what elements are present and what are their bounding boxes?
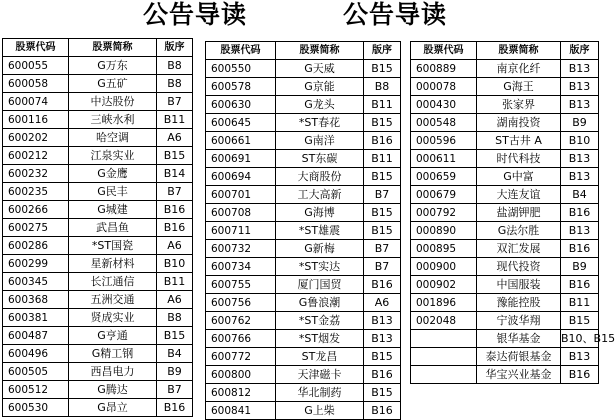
stock-code-cell: 600212 <box>3 147 69 165</box>
stock-name-cell: 时代科技 <box>477 150 561 168</box>
page-cell: B8 <box>157 309 193 327</box>
stock-code-cell <box>411 330 477 348</box>
table-row <box>411 276 599 294</box>
stock-name-cell: G民丰 <box>69 183 157 201</box>
page-cell: B15 <box>364 222 401 240</box>
stock-name-cell: 工大高新 <box>276 186 364 204</box>
table-row <box>206 186 401 204</box>
stock-name-cell: *ST实达 <box>276 258 364 276</box>
table-row <box>3 111 193 129</box>
page-cell: B13 <box>561 96 599 114</box>
stock-code-cell: 600530 <box>3 399 69 417</box>
stock-name-cell: ST东碳 <box>276 150 364 168</box>
stock-code-cell: 600055 <box>3 57 69 75</box>
stock-name-cell: ST龙昌 <box>276 348 364 366</box>
table-row <box>3 57 193 75</box>
stock-name-cell: 盐湖钾肥 <box>477 204 561 222</box>
stock-name-cell: 三峡水利 <box>69 111 157 129</box>
page-cell: B13 <box>364 330 401 348</box>
page-cell: B13 <box>561 168 599 186</box>
stock-code-cell: 600691 <box>206 150 276 168</box>
page-cell: B15 <box>364 168 401 186</box>
stock-code-cell <box>411 366 477 384</box>
stock-code-cell: 600889 <box>411 60 477 78</box>
stock-name-cell: G万东 <box>69 57 157 75</box>
header-stock-name: 股票简称 <box>477 42 561 60</box>
stock-name-cell: G金鹰 <box>69 165 157 183</box>
page-cell: B15 <box>364 348 401 366</box>
stock-code-cell: 000659 <box>411 168 477 186</box>
table-row <box>206 168 401 186</box>
table-row <box>411 348 599 366</box>
table-row <box>3 399 193 417</box>
stock-name-cell: 湖南投资 <box>477 114 561 132</box>
stock-name-cell: 现代投资 <box>477 258 561 276</box>
stock-name-cell: 西昌电力 <box>69 363 157 381</box>
stock-name-cell: 天津磁卡 <box>276 366 364 384</box>
page-cell: B16 <box>364 402 401 420</box>
table-row <box>206 222 401 240</box>
stock-table-3 <box>410 41 615 384</box>
stock-code-cell: 002048 <box>411 312 477 330</box>
stock-code-cell: 600232 <box>3 165 69 183</box>
table-row <box>3 219 193 237</box>
stock-name-cell: G海博 <box>276 204 364 222</box>
stock-name-cell: G京能 <box>276 78 364 96</box>
stock-code-cell: 600505 <box>3 363 69 381</box>
page-cell: B13 <box>561 150 599 168</box>
stock-name-cell: 大连友谊 <box>477 186 561 204</box>
stock-code-cell: 600711 <box>206 222 276 240</box>
stock-code-cell: 600116 <box>3 111 69 129</box>
page-title-left: 公告导读 <box>143 0 248 29</box>
stock-code-cell: 600766 <box>206 330 276 348</box>
stock-code-cell: 600286 <box>3 237 69 255</box>
stock-name-cell: 豫能控股 <box>477 294 561 312</box>
page-cell: B14 <box>157 165 193 183</box>
stock-code-cell: 600202 <box>3 129 69 147</box>
table-row <box>3 237 193 255</box>
header-stock-name: 股票简称 <box>69 39 157 57</box>
page-cell: A6 <box>157 291 193 309</box>
stock-name-cell: *ST春花 <box>276 114 364 132</box>
stock-name-cell: G海王 <box>477 78 561 96</box>
stock-code-cell: 000679 <box>411 186 477 204</box>
table-row <box>411 96 599 114</box>
page-cell: B7 <box>157 93 193 111</box>
stock-code-cell: 600074 <box>3 93 69 111</box>
header-stock-name: 股票简称 <box>276 42 364 60</box>
table-header-row <box>411 42 599 60</box>
table-row <box>411 168 599 186</box>
page-cell: B11 <box>157 111 193 129</box>
page-cell: B16 <box>561 204 599 222</box>
page-cell: B4 <box>157 345 193 363</box>
stock-name-cell: G五矿 <box>69 75 157 93</box>
page-cell: B11 <box>157 273 193 291</box>
stock-name-cell: G龙头 <box>276 96 364 114</box>
stock-code-cell: 000900 <box>411 258 477 276</box>
stock-code-cell: 600487 <box>3 327 69 345</box>
stock-code-cell: 000430 <box>411 96 477 114</box>
page-cell: B7 <box>157 183 193 201</box>
table-row <box>206 204 401 222</box>
stock-code-cell: 000596 <box>411 132 477 150</box>
stock-code-cell: 600772 <box>206 348 276 366</box>
stock-code-cell: 001896 <box>411 294 477 312</box>
table-row <box>206 348 401 366</box>
table-row <box>411 60 599 78</box>
stock-name-cell: G精工钢 <box>69 345 157 363</box>
stock-name-cell: G新梅 <box>276 240 364 258</box>
stock-name-cell: 大商股份 <box>276 168 364 186</box>
page-cell: B11 <box>364 150 401 168</box>
stock-name-cell: 南京化纤 <box>477 60 561 78</box>
table-row <box>3 183 193 201</box>
page-cell: B16 <box>561 240 599 258</box>
stock-name-cell: 哈空调 <box>69 129 157 147</box>
table-row <box>411 366 599 384</box>
table-row <box>3 147 193 165</box>
page-cell: B10 <box>561 132 599 150</box>
stock-code-cell: 600841 <box>206 402 276 420</box>
header-stock-code: 股票代码 <box>206 42 276 60</box>
stock-code-cell: 000890 <box>411 222 477 240</box>
stock-name-cell: 中国服装 <box>477 276 561 294</box>
stock-code-cell: 600266 <box>3 201 69 219</box>
page-cell: B16 <box>157 201 193 219</box>
stock-name-cell: 贤成实业 <box>69 309 157 327</box>
stock-code-cell: 000611 <box>411 150 477 168</box>
page-cell: B13 <box>364 312 401 330</box>
page-cell: B7 <box>364 240 401 258</box>
stock-name-cell: 华北制药 <box>276 384 364 402</box>
table-row <box>206 366 401 384</box>
page-title-right: 公告导读 <box>343 0 448 29</box>
stock-name-cell: G中富 <box>477 168 561 186</box>
table-row <box>206 402 401 420</box>
stock-name-cell: G南洋 <box>276 132 364 150</box>
stock-name-cell: 银华基金 <box>477 330 561 348</box>
stock-name-cell: *ST雄震 <box>276 222 364 240</box>
page-cell: B15 <box>157 147 193 165</box>
stock-code-cell: 600512 <box>3 381 69 399</box>
page-cell: B16 <box>364 132 401 150</box>
header-stock-code: 股票代码 <box>3 39 69 57</box>
table-row <box>3 291 193 309</box>
stock-code-cell: 600645 <box>206 114 276 132</box>
table-row <box>3 381 193 399</box>
stock-code-cell: 600496 <box>3 345 69 363</box>
stock-code-cell: 600550 <box>206 60 276 78</box>
page-cell: B13 <box>561 348 599 366</box>
stock-code-cell: 600381 <box>3 309 69 327</box>
table-row <box>3 255 193 273</box>
table-row <box>411 222 599 240</box>
stock-code-cell: 600800 <box>206 366 276 384</box>
table-row <box>206 150 401 168</box>
stock-name-cell: G腾达 <box>69 381 157 399</box>
stock-code-cell: 600235 <box>3 183 69 201</box>
page-cell: B11 <box>364 96 401 114</box>
table-row <box>411 186 599 204</box>
page-cell: B9 <box>561 258 599 276</box>
stock-table-1 <box>2 38 193 417</box>
stock-code-cell: 600734 <box>206 258 276 276</box>
table-header-row <box>3 39 193 57</box>
stock-code-cell: 000078 <box>411 78 477 96</box>
page-cell: B7 <box>157 381 193 399</box>
table-row <box>3 165 193 183</box>
stock-code-cell: 600578 <box>206 78 276 96</box>
page-cell: B8 <box>157 57 193 75</box>
stock-name-cell: 双汇发展 <box>477 240 561 258</box>
stock-name-cell: G亨通 <box>69 327 157 345</box>
table-row <box>206 132 401 150</box>
page-cell: B16 <box>157 399 193 417</box>
table-row <box>206 312 401 330</box>
stock-code-cell: 600755 <box>206 276 276 294</box>
stock-name-cell: ST古井 A <box>477 132 561 150</box>
table-row <box>206 294 401 312</box>
stock-code-cell: 600694 <box>206 168 276 186</box>
table-row <box>411 114 599 132</box>
stock-name-cell: 张家界 <box>477 96 561 114</box>
page-cell: B16 <box>561 276 599 294</box>
stock-code-cell: 600661 <box>206 132 276 150</box>
table-row <box>3 273 193 291</box>
stock-name-cell: *ST金荔 <box>276 312 364 330</box>
stock-name-cell: *ST国瓷 <box>69 237 157 255</box>
stock-code-cell: 600708 <box>206 204 276 222</box>
header-page: 版序 <box>157 39 193 57</box>
table-row <box>3 345 193 363</box>
page-cell: B13 <box>561 222 599 240</box>
page-cell: B15 <box>364 204 401 222</box>
table-row <box>206 276 401 294</box>
stock-code-cell: 000895 <box>411 240 477 258</box>
stock-code-cell: 000902 <box>411 276 477 294</box>
stock-name-cell: 星新材料 <box>69 255 157 273</box>
stock-code-cell: 600812 <box>206 384 276 402</box>
table-row <box>3 129 193 147</box>
table-header-row <box>206 42 401 60</box>
stock-name-cell: 中达股份 <box>69 93 157 111</box>
table-row <box>3 363 193 381</box>
stock-name-cell: 长江通信 <box>69 273 157 291</box>
stock-name-cell: G昂立 <box>69 399 157 417</box>
page-cell: B15 <box>364 384 401 402</box>
stock-code-cell: 600275 <box>3 219 69 237</box>
stock-name-cell: 武昌鱼 <box>69 219 157 237</box>
stock-name-cell: 泰达荷银基金 <box>477 348 561 366</box>
page-cell: B7 <box>364 186 401 204</box>
table-row <box>411 312 599 330</box>
table-row <box>411 204 599 222</box>
stock-name-cell: G天威 <box>276 60 364 78</box>
stock-name-cell: 江泉实业 <box>69 147 157 165</box>
table-row <box>411 132 599 150</box>
header-page: 版序 <box>561 42 599 60</box>
page-cell: B9 <box>561 114 599 132</box>
header-page: 版序 <box>364 42 401 60</box>
stock-name-cell: *ST烟发 <box>276 330 364 348</box>
stock-name-cell: G鲁浪潮 <box>276 294 364 312</box>
table-row <box>206 78 401 96</box>
page-cell: B13 <box>561 78 599 96</box>
page-cell: B8 <box>364 78 401 96</box>
page-cell: B16 <box>364 276 401 294</box>
table-row <box>3 93 193 111</box>
page-cell: B15 <box>157 327 193 345</box>
stock-code-cell: 600345 <box>3 273 69 291</box>
page-cell: B15 <box>364 114 401 132</box>
table-row <box>411 330 599 348</box>
stock-code-cell: 600756 <box>206 294 276 312</box>
stock-code-cell: 600299 <box>3 255 69 273</box>
page-cell: B15 <box>561 312 599 330</box>
table-row <box>3 201 193 219</box>
stock-name-cell: G城建 <box>69 201 157 219</box>
page-cell: A6 <box>157 237 193 255</box>
stock-code-cell: 600732 <box>206 240 276 258</box>
page-cell: A6 <box>364 294 401 312</box>
page-cell: B16 <box>364 366 401 384</box>
table-row <box>206 330 401 348</box>
stock-code-cell: 600058 <box>3 75 69 93</box>
stock-code-cell: 000792 <box>411 204 477 222</box>
header-stock-code: 股票代码 <box>411 42 477 60</box>
table-row <box>411 258 599 276</box>
table-row <box>411 150 599 168</box>
page-cell: B11 <box>561 294 599 312</box>
stock-name-cell: 厦门国贸 <box>276 276 364 294</box>
table-row <box>411 78 599 96</box>
table-row <box>206 96 401 114</box>
table-row <box>411 294 599 312</box>
table-row <box>3 327 193 345</box>
table-row <box>206 60 401 78</box>
page-cell: B16 <box>157 219 193 237</box>
table-row <box>3 309 193 327</box>
page-cell: B10 <box>157 255 193 273</box>
page-cell: B8 <box>157 75 193 93</box>
page-cell: B9 <box>157 363 193 381</box>
stock-code-cell: 000548 <box>411 114 477 132</box>
stock-code-cell: 600630 <box>206 96 276 114</box>
table-row <box>411 240 599 258</box>
stock-code-cell: 600762 <box>206 312 276 330</box>
stock-name-cell: 五洲交通 <box>69 291 157 309</box>
stock-name-cell: 华宝兴业基金 <box>477 366 561 384</box>
stock-code-cell: 600368 <box>3 291 69 309</box>
stock-code-cell <box>411 348 477 366</box>
page-cell: B7 <box>364 258 401 276</box>
page-cell: B16 <box>561 366 599 384</box>
page-cell: B10、B15 <box>561 330 599 348</box>
page-cell: B15 <box>364 60 401 78</box>
table-row <box>206 384 401 402</box>
page-cell: B13 <box>561 60 599 78</box>
table-row <box>3 75 193 93</box>
table-row <box>206 258 401 276</box>
stock-table-2 <box>205 41 401 420</box>
stock-name-cell: G上柴 <box>276 402 364 420</box>
stock-name-cell: 宁波华翔 <box>477 312 561 330</box>
table-row <box>206 240 401 258</box>
stock-name-cell: G法尔胜 <box>477 222 561 240</box>
stock-code-cell: 600701 <box>206 186 276 204</box>
page-cell: B4 <box>561 186 599 204</box>
table-row <box>206 114 401 132</box>
page-cell: A6 <box>157 129 193 147</box>
